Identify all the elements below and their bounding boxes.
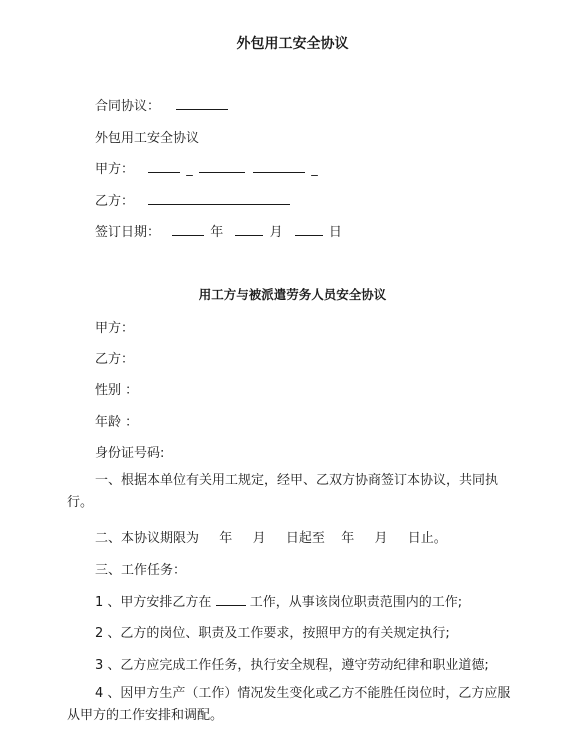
year-label: 年 [210,225,224,240]
clause-2-day-from: 日起至 [285,531,325,546]
clause-2-day-end: 日止。 [407,531,447,546]
day-blank [295,222,323,236]
clause-2-month-1: 月 [252,531,266,546]
document-title: 外包用工安全协议 [236,36,349,52]
party-a-blank-1 [148,159,180,173]
section-title: 用工方与被派遣劳务人员安全协议 [198,287,387,302]
sign-date-line [95,221,342,240]
clause-2-year-2: 年 [341,531,355,546]
party-b-blank [148,191,290,205]
party-a-end: _ [311,162,318,177]
field-gender: 性别 ： [95,383,139,398]
contract-name: 外包用工安全协议 [95,131,200,146]
party-b-label: 乙方： [95,194,135,209]
party-a-sep: _ [186,162,193,177]
field-age: 年龄 ： [95,415,139,430]
party-b-line [95,190,292,209]
field-party-a: 甲方： [95,321,135,336]
month-blank [235,222,263,236]
item-2: 2 、乙方的岗位、职责及工作要求，按照甲方的有关规定执行; [95,626,450,641]
contract-no-blank [176,96,228,110]
clause-3: 三、工作任务： [95,563,187,578]
month-label: 月 [269,225,283,240]
field-party-b: 乙方： [95,352,135,367]
contract-no-line [95,95,230,114]
party-a-blank-2 [199,159,245,173]
party-a-blank-3 [253,159,305,173]
contract-no-label: 合同协议： [95,99,161,114]
item-1-prefix: 1 、甲方安排乙方在 [95,595,212,610]
item-1-blank [216,592,246,606]
clause-2-year-1: 年 [219,531,233,546]
clause-2 [95,527,447,546]
party-a-label: 甲方： [95,162,135,177]
item-1 [95,591,462,610]
party-a-line [95,158,318,177]
clause-2-prefix: 二、本协议期限为 [95,531,200,546]
item-4: 4 、因甲方生产（工作）情况发生变化或乙方不能胜任岗位时，乙方应服从甲方的工作安排和调配。 [67,686,511,723]
field-id-no: 身份证号码: [95,446,165,461]
clause-1: 一、根据本单位有关用工规定，经甲、乙双方协商签订本协议，共同执行。 [67,473,499,510]
clause-2-month-2: 月 [374,531,388,546]
year-blank [172,222,204,236]
sign-date-label: 签订日期： [95,225,161,240]
item-1-suffix: 工作，从事该岗位职责范围内的工作; [249,595,463,610]
day-label: 日 [328,225,342,240]
item-3: 3 、乙方应完成工作任务，执行安全规程，遵守劳动纪律和职业道德; [95,658,489,673]
